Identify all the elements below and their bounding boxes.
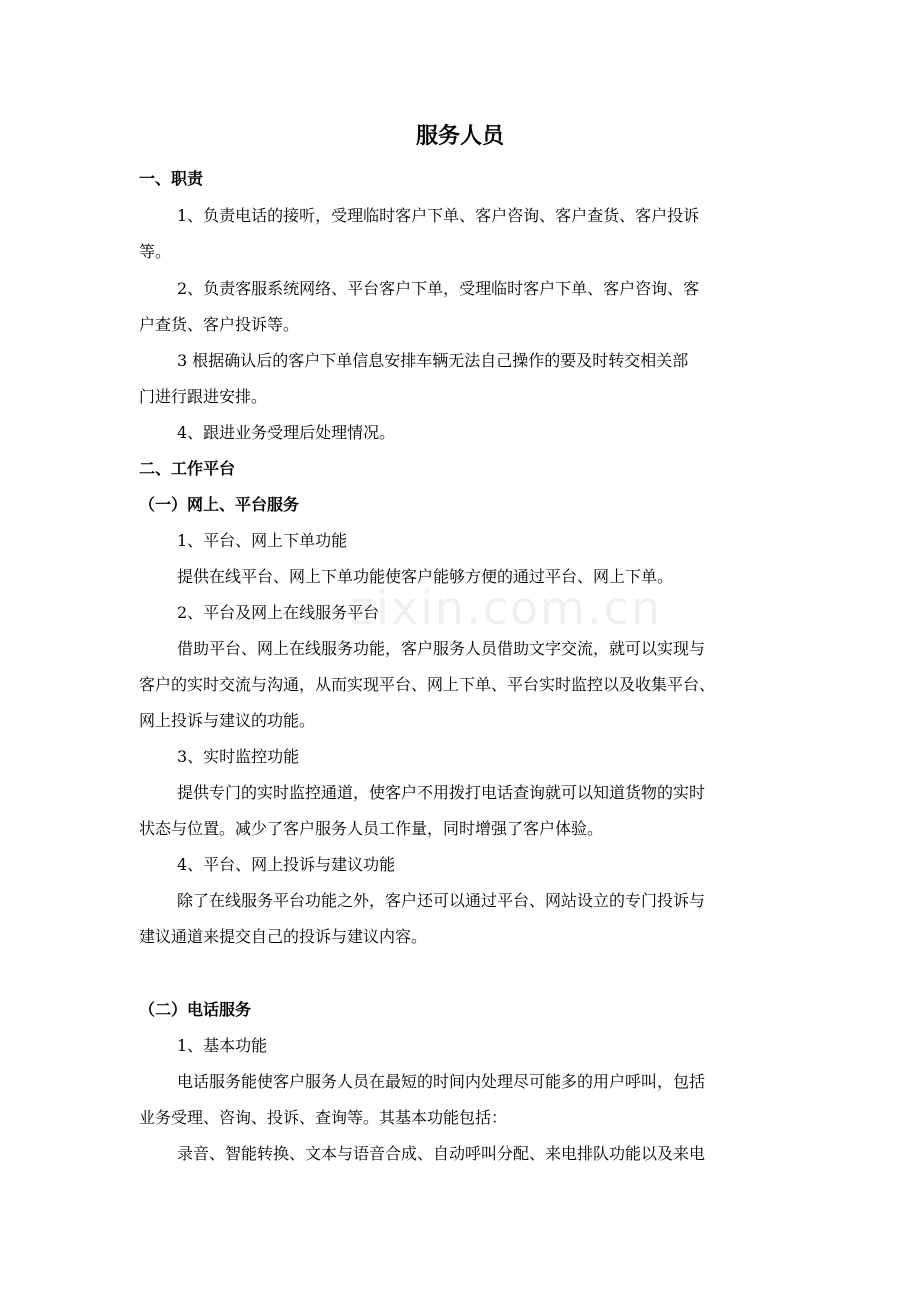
subsection-heading-online: （一）网上、平台服务 (139, 495, 300, 514)
item-title: 3、实时监控功能 (177, 747, 300, 766)
paragraph-line: 户查货、客户投诉等。 (139, 315, 300, 334)
paragraph-line: 4、跟进业务受理后处理情况。 (177, 423, 396, 442)
paragraph-line: 借助平台、网上在线服务功能，客户服务人员借助文字交流，就可以实现与 (177, 639, 706, 658)
paragraph-line: 电话服务能使客户服务人员在最短的时间内处理尽可能多的用户呼叫，包括 (177, 1072, 706, 1091)
paragraph-line: 提供在线平台、网上下单功能使客户能够方便的通过平台、网上下单。 (177, 567, 674, 586)
subsection-heading-phone: （二）电话服务 (139, 1000, 252, 1019)
paragraph-line: 除了在线服务平台功能之外，客户还可以通过平台、网站设立的专门投诉与 (177, 891, 706, 910)
section-heading-duties: 一、职责 (139, 169, 204, 188)
paragraph-line: 建议通道来提交自己的投诉与建议内容。 (139, 927, 428, 946)
paragraph-line: 等。 (139, 242, 172, 261)
paragraph-line: 1、负责电话的接听，受理临时客户下单、客户咨询、客户查货、客户投诉 (177, 206, 700, 225)
watermark: zixin.com.cn (350, 581, 663, 635)
item-title: 4、平台、网上投诉与建议功能 (177, 855, 396, 874)
page-title: 服务人员 (415, 123, 504, 149)
paragraph-line: 门进行跟进安排。 (139, 387, 268, 406)
paragraph-line: 3 根据确认后的客户下单信息安排车辆无法自己操作的要及时转交相关部 (177, 351, 689, 370)
paragraph-line: 状态与位置。减少了客户服务人员工作量，同时增强了客户体验。 (139, 819, 604, 838)
item-title: 2、平台及网上在线服务平台 (177, 603, 380, 622)
section-heading-platform: 二、工作平台 (139, 459, 236, 478)
paragraph-line: 网上投诉与建议的功能。 (139, 711, 316, 730)
paragraph-line: 业务受理、咨询、投诉、查询等。其基本功能包括： (139, 1108, 508, 1127)
item-title: 1、基本功能 (177, 1036, 268, 1055)
paragraph-line: 提供专门的实时监控通道，使客户不用拨打电话查询就可以知道货物的实时 (177, 783, 706, 802)
paragraph-line: 客户的实时交流与沟通，从而实现平台、网上下单、平台实时监控以及收集平台、 (139, 675, 716, 694)
item-title: 1、平台、网上下单功能 (177, 531, 348, 550)
paragraph-line: 2、负责客服系统网络、平台客户下单，受理临时客户下单、客户咨询、客 (177, 279, 700, 298)
paragraph-line: 录音、智能转换、文本与语音合成、自动呼叫分配、来电排队功能以及来电 (177, 1144, 706, 1163)
